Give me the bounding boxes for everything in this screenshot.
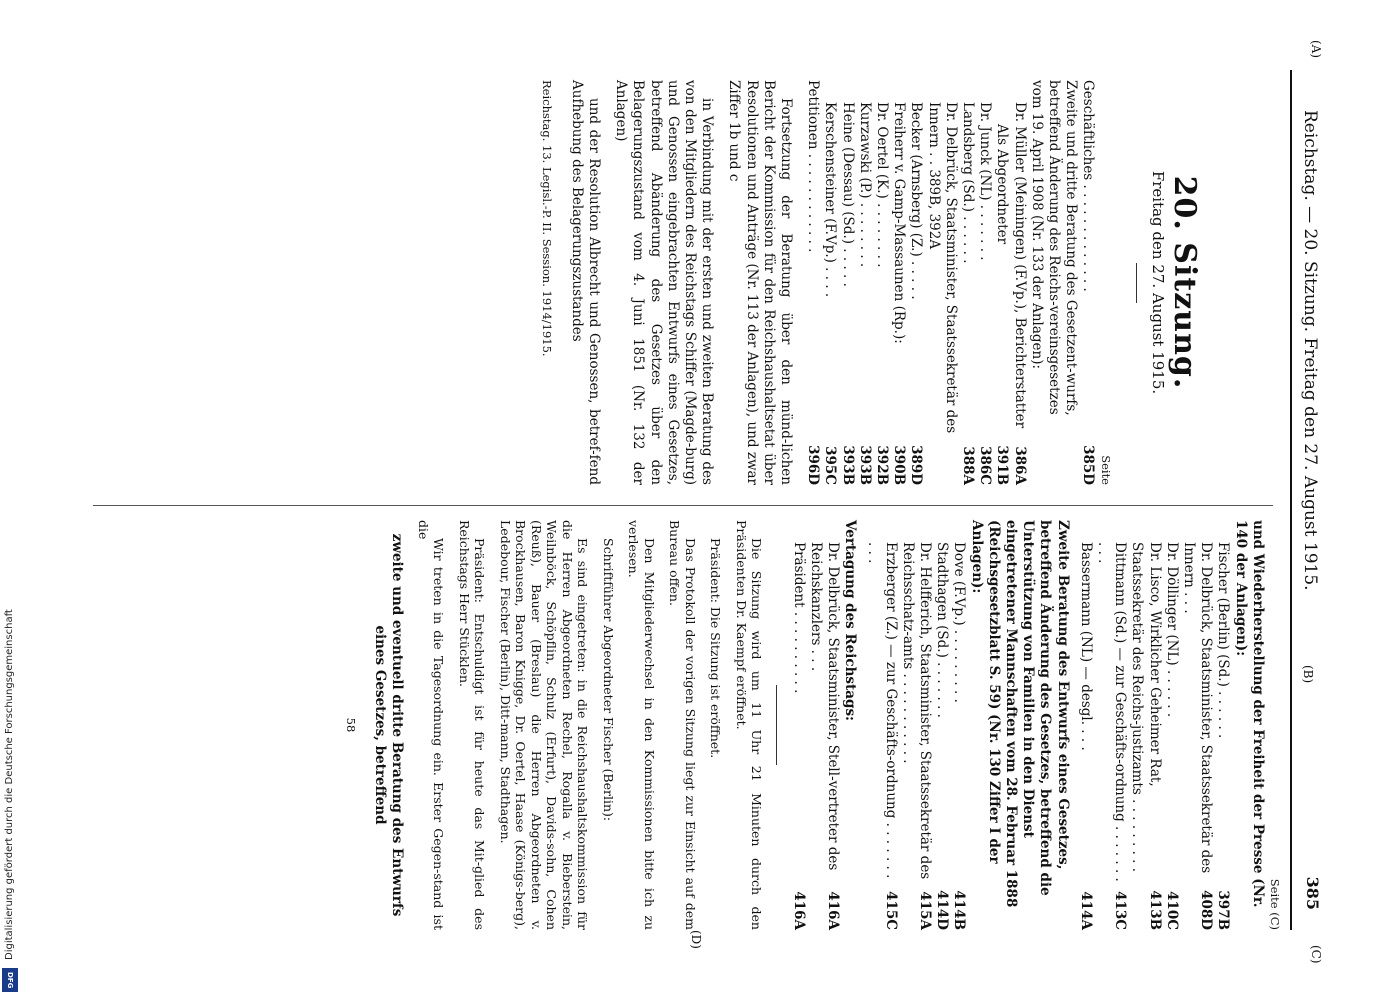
toc-row — [959, 80, 976, 485]
toc-row — [804, 80, 821, 485]
toc-page-ref: 415A — [916, 891, 933, 930]
toc-page-ref: 414D — [934, 890, 951, 930]
toc-row — [873, 80, 890, 485]
toc-entry-text: Heine (Dessau) (Sd.) . . . . . — [839, 102, 856, 287]
header-rule — [1290, 70, 1292, 930]
toc-page-ref: 396D — [805, 445, 822, 485]
toc-row — [807, 520, 841, 930]
body-heading: zweite und eventuell dritte Beratung des Entwurfs eines Gesetzes, betreffend — [372, 533, 406, 917]
title-rule — [1136, 263, 1137, 303]
toc-page-ref: 416A — [824, 891, 841, 930]
toc-entry-text: Petitionen . . . . . . . . . . . . — [805, 80, 822, 253]
toc-entry-text: Präsident . . . . . . . . . . — [790, 542, 807, 694]
toc-entry-text: Freiherr v. Gamp-Massaunen (Rp.): — [891, 102, 908, 344]
toc-list — [789, 520, 841, 930]
toc-entry-text: Dr. Lisco, Wirklicher Geheimer Rat, Staatssekretär des Reichs-justizamts . . . . . . . . . — [1129, 542, 1163, 873]
toc-row — [976, 80, 993, 485]
toc-row — [1163, 520, 1180, 930]
margin-marker-b: (B) — [1301, 665, 1315, 684]
toc-entry-text: Dr. Junck (NL) . . . . . . . — [977, 102, 994, 261]
running-header — [1288, 70, 1328, 930]
right-column — [342, 520, 1283, 930]
dfg-credit — [0, 0, 22, 1000]
seite-label: Seite — [1098, 455, 1113, 485]
toc-row — [1077, 520, 1094, 930]
margin-marker-d: (D) — [689, 930, 703, 949]
toc-heading: Zweite Beratung des Entwurfs eines Gesetzes, betreffend Änderung des Gesetzes, betreffend die Unterstützung von Familien in den Dienst eingetretener Mannschaften vom 28. Februar 1888 (Reichsgesetzblatt S. 59) (Nr. 130 Ziffer I der Anlagen): — [968, 520, 1071, 908]
toc-page-ref: 414A — [1077, 891, 1094, 930]
toc-row — [933, 520, 950, 930]
dfg-credit-text: Digitalisierung gefördert durch die Deutsche Forschungsgemeinschaft — [4, 609, 15, 960]
toc-entry-text: Als Abgeordneter — [994, 124, 1011, 245]
toc-entry-text: Dr. Delbrück, Staatsminister, Stell-vertreter des Reichskanzlers . . . — [807, 542, 841, 871]
toc-paragraph: in Verbindung mit der ersten und zweiten Beratung des von den Mitgliedern des Reichstags Schiffer (Magde-burg) und Genossen eingebrachten Entwurfs eines Gesetzes, betreffend Abänderung des Gesetzes über den Belagerungszustand vom 4. Juni 1851 (Nr. 132 der Anlagen) — [613, 80, 716, 485]
toc-entry-text: Dittmann (Sd.) — zur Geschäfts-ordnung . . . . . . . . . . — [1094, 542, 1129, 882]
dfg-logo: DFG — [2, 968, 18, 992]
toc-page-ref: 388A — [959, 446, 976, 485]
toc-page-ref: 393B — [839, 445, 856, 485]
toc-page-ref: 395C — [822, 446, 839, 485]
column-separator — [93, 505, 1273, 506]
toc-entry-text: Dr. Döllinger (NL) . . . . . . — [1163, 542, 1180, 718]
toc-row — [864, 520, 898, 930]
page-number: 385 — [1303, 876, 1322, 910]
body-paragraph: Die Sitzung wird um 11 Uhr 21 Minuten durch den Präsidenten Dr. Kaempf eröffnet. — [733, 520, 765, 930]
toc-entry-text: Fischer (Berlin) (Sd.) . . . . . . — [1215, 542, 1232, 739]
toc-entry-text: Dr. Müller (Meiningen) (F.Vp.), Berichterstatter — [1011, 102, 1028, 429]
toc-row — [1028, 80, 1080, 485]
toc-entry-text: Dr. Delbrück, Staatsminister, Staatssekretär des Innern . . . — [1180, 542, 1215, 874]
toc-page-ref: 389D — [908, 445, 925, 485]
toc-entry-text: Dr. Helfferich, Staatsminister, Staatssekretär des Reichsschatz-amts . . . . . . . . . . . — [899, 542, 933, 880]
header-title: Reichstag. — 20. Sitzung. Freitag den 27. August 1915. — [1300, 110, 1320, 591]
toc-page-ref: 386A — [1011, 446, 1028, 485]
toc-row — [856, 80, 873, 485]
toc-entry-text: Geschäftliches . . . . . . . . . . . . . — [1080, 80, 1097, 292]
toc-entry-text: Dove (F.Vp.) . . . . . . . . . — [951, 542, 968, 703]
toc-list — [804, 80, 1096, 485]
toc-page-ref: 414B — [951, 890, 968, 930]
toc-page-ref: 386C — [977, 446, 994, 485]
body-paragraph: Präsident: Entschuldigt ist für heute das Mit-glied des Reichstags Herr Stücklen. — [456, 520, 488, 930]
page-foot-number: 58 — [343, 717, 358, 733]
toc-row — [789, 520, 806, 930]
toc-heading: und Wiederherstellung der Freiheit der Presse (Nr. 140 der Anlagen): — [1232, 520, 1266, 908]
toc-entry-text: Dr. Oertel (K.) . . . . . . . . — [873, 102, 890, 268]
left-column — [538, 80, 1263, 485]
toc-page-ref: 416A — [790, 891, 807, 930]
toc-entry-text: Landsberg (Sd.) . . . . . . — [959, 102, 976, 264]
body-paragraph: Es sind eingetreten: in die Reichshaushaltskommission für die Herren Abgeordneten Rechel, Rogalla v. Bieberstein, Weilnböck, Schöpflin, Schulz (Erfurt), Davids-sohn, Cohen (Reuß), Bauer (Breslau) die Herren Abgeordneten v. Brockhausen, Baron Knigge, Dr. Oertel, Haase (Königs-berg), Ledebour, Fischer (Berlin), Ditt-mann, Stadthagen. — [497, 520, 591, 930]
toc-entry-text: Stadthagen (Sd.) . . . . . . . — [934, 542, 951, 718]
seite-label: Seite (C) — [1268, 878, 1282, 930]
toc-row — [838, 80, 855, 485]
session-footer: Reichstag. 13. Legisl.-P. II. Session. 1914/1915. — [540, 80, 555, 357]
toc-page-ref: 391B — [994, 445, 1011, 485]
toc-entry-text: Kurzawski (P.) . . . . . . . . — [856, 102, 873, 268]
toc-page-ref: 390B — [891, 445, 908, 485]
toc-entry-text: Zweite und dritte Beratung des Gesetzent-wurfs, betreffend Änderung des Reichs-vereinsgesetzes vom 19. April 1908 (Nr. 133 der Anlagen): — [1028, 80, 1080, 416]
toc-row — [1214, 520, 1231, 930]
toc-row — [993, 80, 1010, 485]
toc-row — [899, 520, 933, 930]
body-paragraph: Schriftführer Abgeordneter Fischer (Berlin): — [600, 538, 616, 822]
toc-page-ref: 392B — [873, 445, 890, 485]
section-rule — [776, 685, 777, 765]
toc-page-ref: 413C — [1112, 891, 1129, 930]
toc-row — [1010, 80, 1027, 485]
toc-row — [924, 80, 958, 485]
toc-page-ref — [1028, 443, 1080, 485]
toc-heading: Vertagung des Reichstags: — [842, 520, 859, 722]
toc-page-ref: 397B — [1215, 890, 1232, 930]
toc-row — [890, 80, 907, 485]
toc-row — [950, 520, 967, 930]
toc-entry-text: Dr. Delbrück, Staatsminister, Staatssekretär des Innern . . 389B, 392A — [925, 102, 959, 434]
toc-entry-text: Kerschensteiner (F.Vp.) . . . . — [822, 102, 839, 298]
toc-page-ref: 413B — [1146, 890, 1163, 930]
toc-paragraph: und der Resolution Albrecht und Genossen, betref-fend Aufhebung des Belagerungszustandes — [568, 80, 602, 485]
toc-page-ref: 393B — [856, 445, 873, 485]
margin-marker-c: (C) — [1309, 945, 1323, 964]
toc-row — [821, 80, 838, 485]
toc-paragraph: Fortsetzung der Beratung über den münd-lichen Bericht der Kommission für den Reichshaushaltsetat über Resolutionen und Anträge (Nr. 113 der Anlagen), und zwar Ziffer 1b und c — [726, 80, 794, 485]
toc-list — [864, 520, 967, 930]
body-paragraph: Den Mitgliederwechsel in den Kommissionen bitte ich zu verlesen. — [626, 520, 657, 930]
toc-page-ref: 408D — [1198, 890, 1215, 930]
toc-entry-text: Bassermann (NL) — desgl. . . . — [1077, 542, 1094, 751]
toc-page-ref — [924, 443, 958, 485]
toc-page-ref: 415C — [882, 891, 899, 930]
toc-row — [1180, 520, 1214, 930]
body-paragraph: Das Protokoll der vorigen Sitzung liegt zur Einsicht auf dem Bureau offen. — [667, 520, 698, 930]
session-title: 20. Sitzung. — [1167, 175, 1202, 390]
toc-page-ref: 385D — [1080, 445, 1097, 485]
toc-entry-text: Becker (Arnsberg) (Z.) . . . . . — [908, 102, 925, 300]
body-paragraph: Wir treten in die Tagesordnung ein. Erster Gegen-stand ist die — [415, 520, 447, 930]
toc-row — [1094, 520, 1128, 930]
margin-marker-a: (A) — [1309, 40, 1323, 59]
toc-row — [1079, 80, 1096, 485]
toc-list — [1077, 520, 1232, 930]
body-paragraph: Präsident: Die Sitzung ist eröffnet. — [708, 538, 724, 759]
toc-row — [1128, 520, 1162, 930]
toc-entry-text: Erzberger (Z.) — zur Geschäfts-ordnung . . . . . . . . . . — [865, 542, 899, 879]
session-date: Freitag den 27. August 1915. — [1148, 170, 1167, 395]
toc-row — [907, 80, 924, 485]
toc-page-ref: 410C — [1163, 891, 1180, 930]
